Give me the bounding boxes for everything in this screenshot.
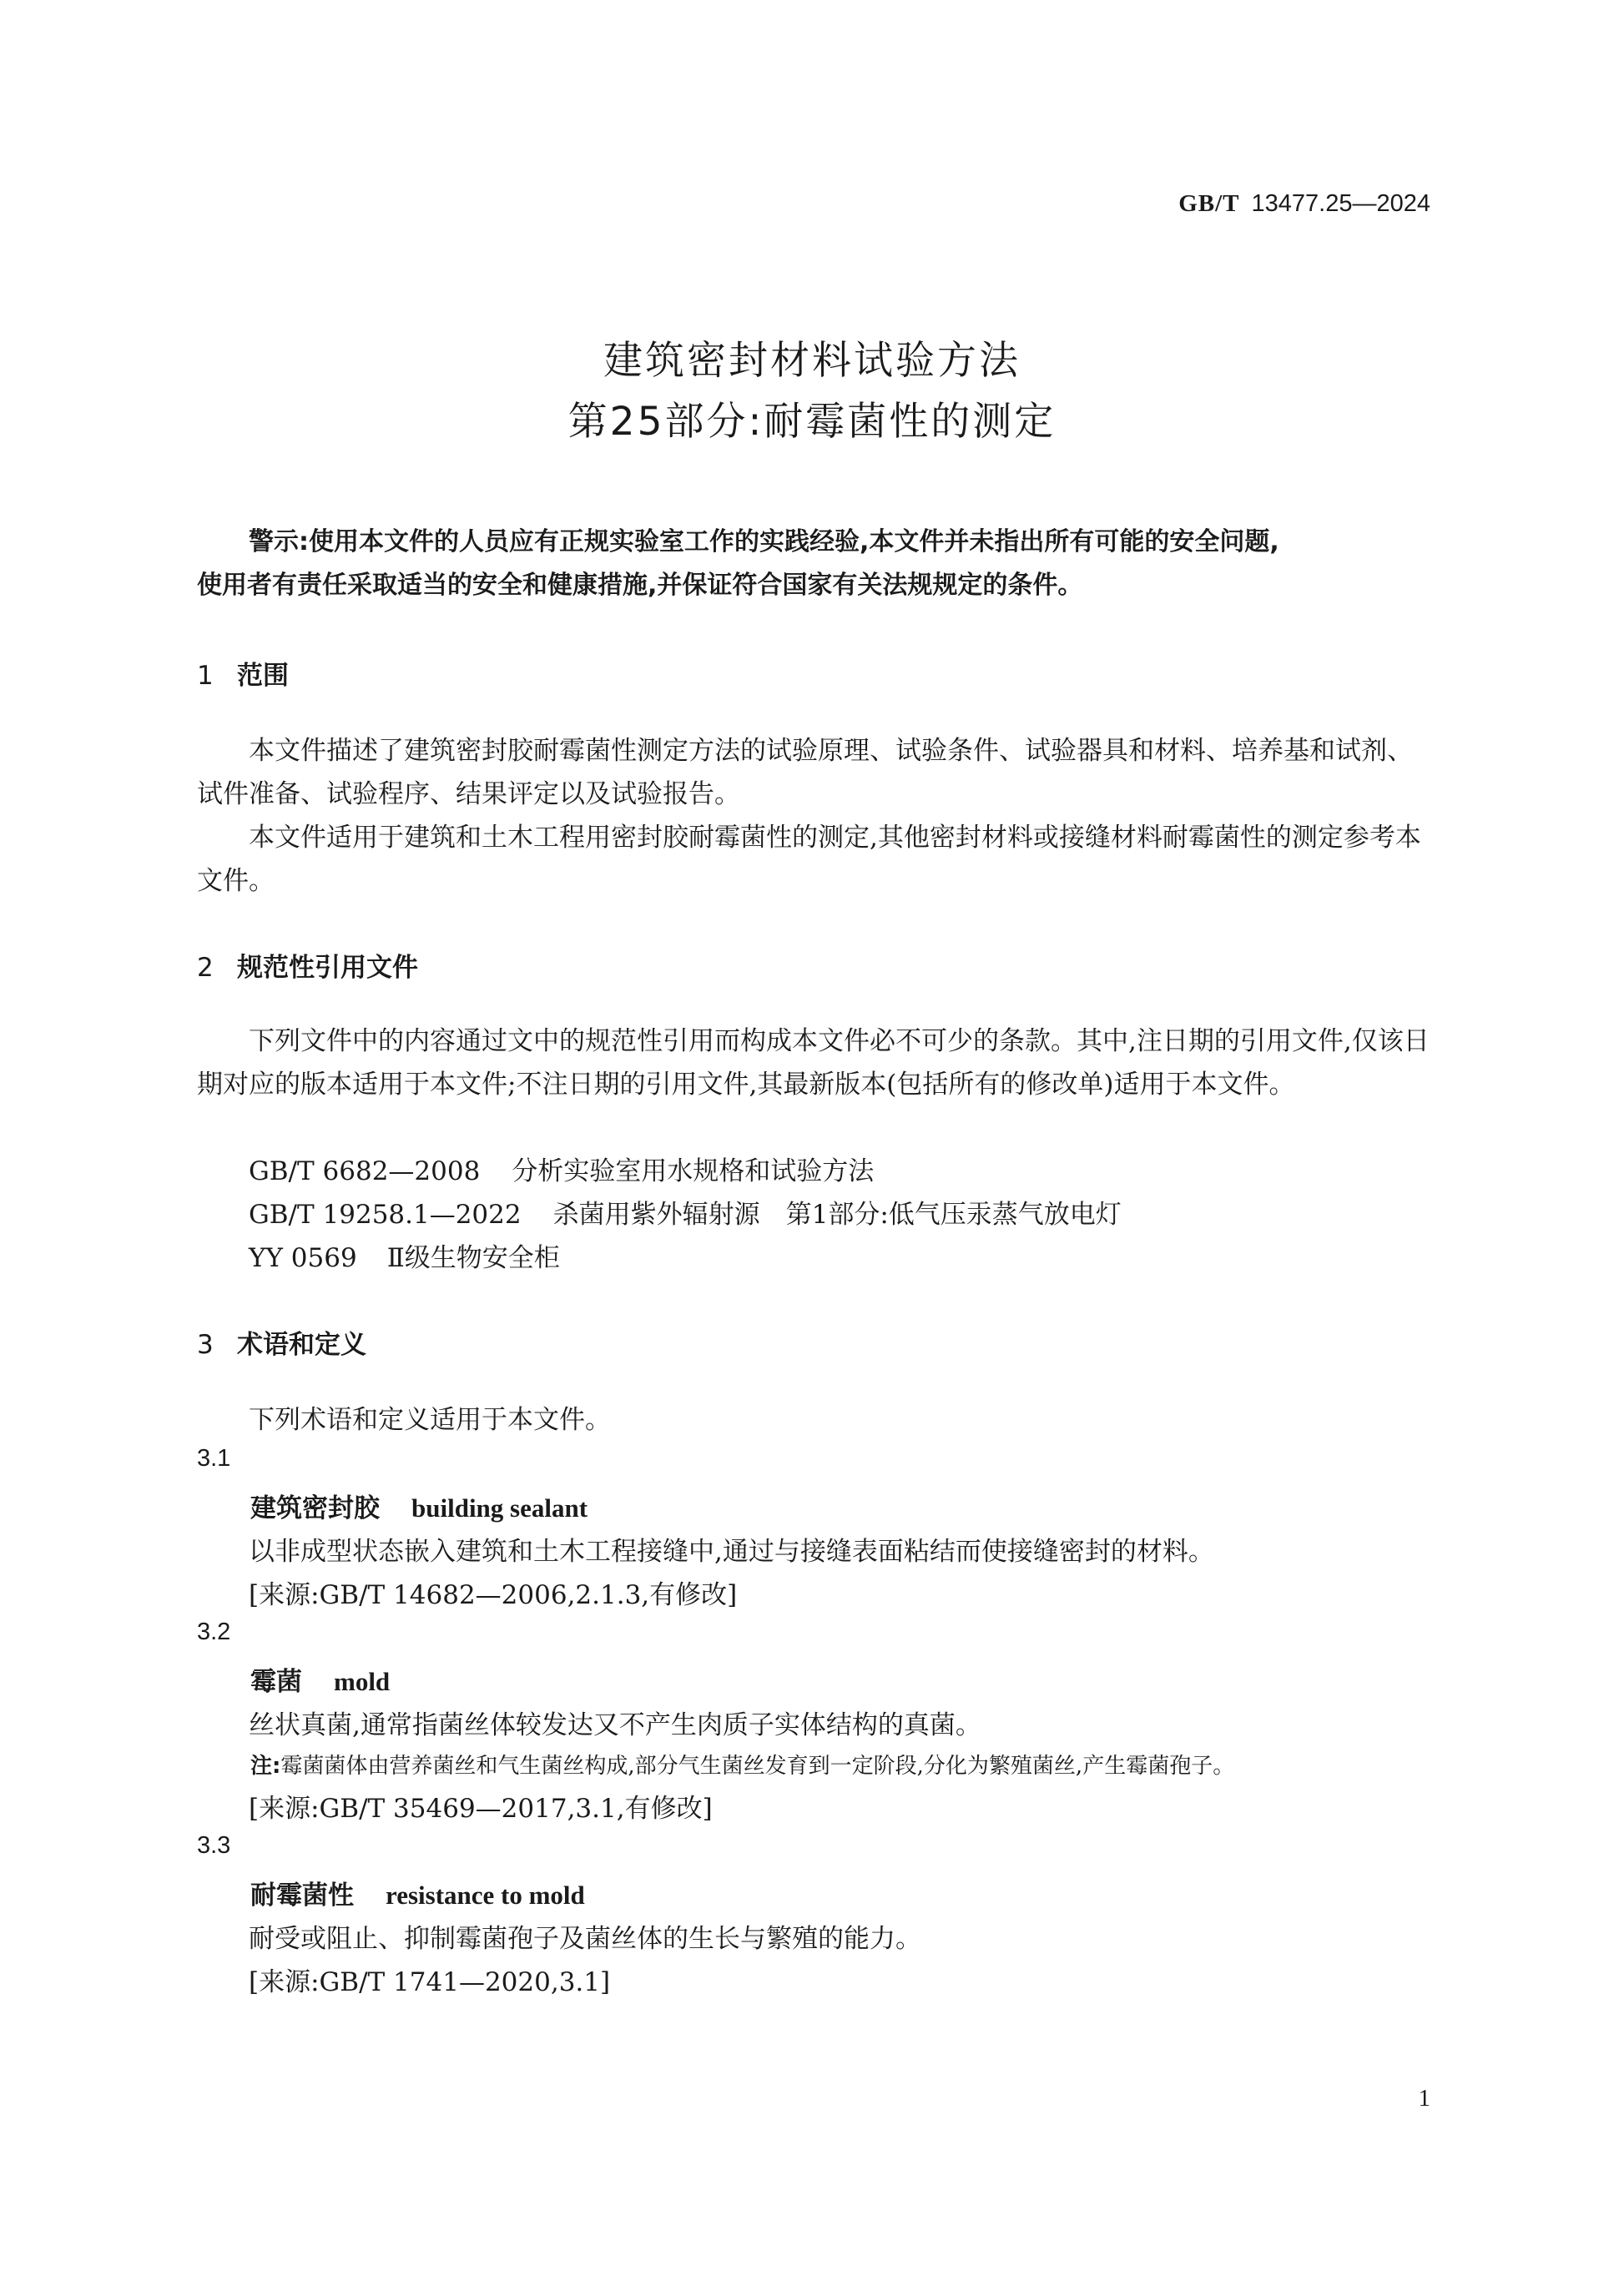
term-number: 3.1 <box>197 1445 231 1472</box>
document-subtitle: 第25部分:耐霉菌性的测定 <box>567 399 1057 445</box>
term-en: resistance to mold <box>386 1881 585 1910</box>
section-title: 规范性引用文件 <box>237 953 418 983</box>
scope-paragraph-1: 本文件描述了建筑密封胶耐霉菌性测定方法的试验原理、试验条件、试验器具和材料、培养基和试剂、试件准备、试验程序、结果评定以及试验报告。 <box>197 736 1413 809</box>
standard-code <box>1178 190 1430 218</box>
standard-number: 13477.25—2024 <box>1251 190 1430 217</box>
warning-line-1: 警示:使用本文件的人员应有正规实验室工作的实践经验,本文件并未指出所有可能的安全问题, <box>249 527 1279 556</box>
reference-code: YY 0569 <box>249 1243 357 1273</box>
reference-item <box>249 1236 560 1274</box>
reference-item <box>249 1150 874 1187</box>
warning-line-2: 使用者有责任采取适当的安全和健康措施,并保证符合国家有关法规规定的条件。 <box>197 571 1083 600</box>
term-source: [来源:GB/T 35469—2017,3.1,有修改] <box>249 1794 713 1824</box>
terms-intro: 下列术语和定义适用于本文件。 <box>249 1405 611 1435</box>
section-heading-scope <box>197 654 289 692</box>
term-source: [来源:GB/T 14682—2006,2.1.3,有修改] <box>249 1580 738 1610</box>
reference-title: 杀菌用紫外辐射源 第1部分:低气压汞蒸气放电灯 <box>552 1200 1122 1230</box>
document-title: 建筑密封材料试验方法 <box>603 338 1021 384</box>
reference-item <box>249 1193 1122 1231</box>
section-title: 术语和定义 <box>237 1330 366 1360</box>
term-definition: 以非成型状态嵌入建筑和土木工程接缝中,通过与接缝表面粘结而使接缝密封的材料。 <box>249 1537 1214 1567</box>
term-number: 3.2 <box>197 1619 231 1645</box>
term-note <box>250 1749 1234 1780</box>
reference-title: Ⅱ级生物安全柜 <box>386 1243 560 1273</box>
term-zh: 建筑密封胶 <box>250 1493 380 1523</box>
term-en: building sealant <box>411 1493 588 1523</box>
term-heading <box>250 1487 588 1524</box>
section-number: 3 <box>197 1330 214 1360</box>
scope-paragraph-2: 本文件适用于建筑和土木工程用密封胶耐霉菌性的测定,其他密封材料或接缝材料耐霉菌性的测定参考本文件。 <box>197 823 1421 896</box>
section-number: 2 <box>197 953 214 983</box>
section-heading-normative-references <box>197 946 418 984</box>
term-source: [来源:GB/T 1741—2020,3.1] <box>249 1967 611 1997</box>
term-definition: 耐受或阻止、抑制霉菌孢子及菌丝体的生长与繁殖的能力。 <box>249 1924 921 1954</box>
page-number: 1 <box>1418 2085 1430 2112</box>
section-heading-terms <box>197 1323 366 1361</box>
note-text: 霉菌菌体由营养菌丝和气生菌丝构成,部分气生菌丝发育到一定阶段,分化为繁殖菌丝,产生霉菌孢子。 <box>280 1754 1235 1779</box>
note-label: 注: <box>250 1754 281 1779</box>
standard-prefix: GB/T <box>1178 190 1240 217</box>
term-definition: 丝状真菌,通常指菌丝体较发达又不产生肉质子实体结构的真菌。 <box>249 1710 981 1740</box>
reference-code: GB/T 19258.1—2022 <box>249 1200 522 1230</box>
term-en: mold <box>334 1667 391 1696</box>
term-heading <box>250 1660 390 1698</box>
term-zh: 霉菌 <box>250 1667 302 1697</box>
term-heading <box>250 1874 585 1911</box>
term-number: 3.3 <box>197 1832 231 1859</box>
term-zh: 耐霉菌性 <box>250 1881 354 1911</box>
reference-code: GB/T 6682—2008 <box>249 1156 481 1186</box>
section-number: 1 <box>197 661 214 691</box>
references-intro: 下列文件中的内容通过文中的规范性引用而构成本文件必不可少的条款。其中,注日期的引用文件,仅该日期对应的版本适用于本文件;不注日期的引用文件,其最新版本(包括所有的修改单)适用于本文件。 <box>197 1026 1430 1100</box>
section-title: 范围 <box>237 661 289 691</box>
reference-title: 分析实验室用水规格和试验方法 <box>512 1156 875 1186</box>
